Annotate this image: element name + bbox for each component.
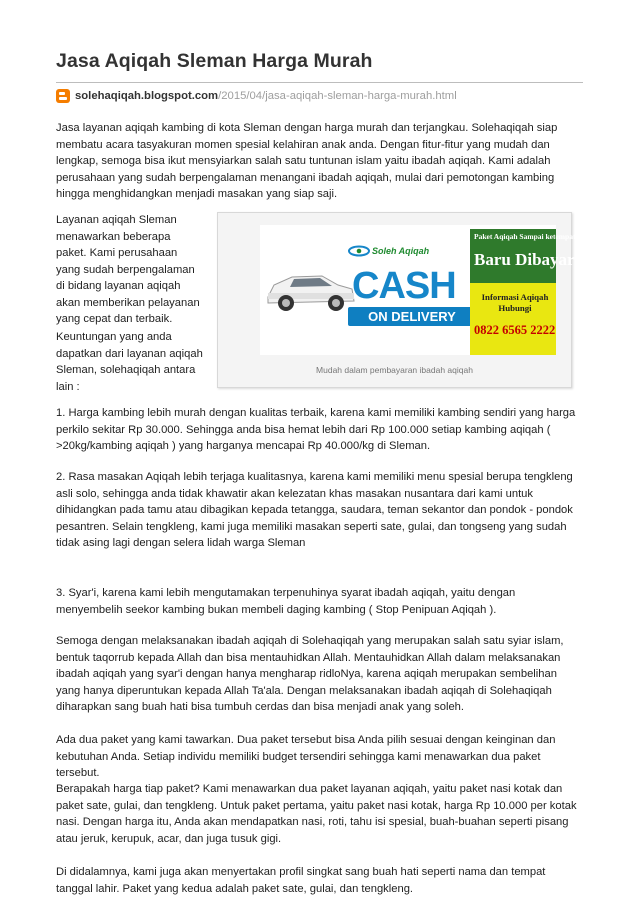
cash-on-delivery-banner [260, 225, 595, 355]
body-paragraph-7: Di didalamnya, kami juga akan menyertakan profil singkat sang buah hati seperti nama dan tempat tanggal lahir. Paket yang kedua adalah paket sate, gulai, dan tengkleng. [56, 866, 546, 895]
body-paragraph-5: Ada dua paket yang kami tawarkan. Dua paket tersebut bisa Anda pilih sesuai dengan keinginan dan kebutuhan Anda. Setiap individu memiliki budget tersendiri sehingga kami menawarkan dua paket tersebut. [56, 734, 556, 779]
swoosh-logo-icon [348, 245, 370, 257]
title-divider [56, 82, 583, 83]
body-paragraph-6: Berapakah harga tiap paket? Kami menawarkan dua paket layanan aqiqah, yaitu paket nasi kotak dan paket sate, gulai, dan tengkleng. Untuk paket pertama, yaitu paket nasi kotak, harga Rp 10.000 per kotak nasi. Dengan harga itu, Anda akan mendapatkan nasi, roti, tahu isi spesial, buah-buahan seperti pisang atau jeruk, kerupuk, acar, dan juga tusuk gigi. [56, 783, 577, 845]
cash-text: CASH [352, 265, 456, 307]
body-paragraph-3: 3. Syar'i, karena kami lebih mengutamakan terpenuhinya syarat ibadah aqiqah, yaitu dengan menyembelih seekor kambing bukan membeli daging kambing ( Stop Penipuan Aqiqah ). [56, 587, 516, 616]
info-panel [470, 229, 595, 355]
side-paragraph-1: Layanan aqiqah Sleman menawarkan beberapa paket. Kami perusahaan yang sudah berpengalaman di bidang layanan aqiqah akan memberikan pelayanan yang cepat dan terbaik. [56, 214, 200, 325]
body-paragraph-1: 1. Harga kambing lebih murah dengan kualitas terbaik, karena kami memiliki kambing sendiri yang harga perkilo sekitar Rp 30.000. Sehingga anda bisa hemat lebih dari Rp 100.000 setiap kambing aqiqah ( >20kg/kambing aqiqah ) yang harganya mencapai Rp 40.000/kg di Sleman. [56, 407, 576, 452]
intro-paragraph: Jasa layanan aqiqah kambing di kota Sleman dengan harga murah dan terjangkau. Solehaqiqah siap membatu acara tasyakuran momen spesial kelahiran anak anda. Dengan fitur-fitur yang mudah dan lengkap, semoga bisa ikut mensyiarkan salah satu tuntunan islam yaitu ibadah aqiqah. Kami adalah perusahaan yang sudah berpengalaman menangani ibadah aqiqah, mulai dari pemotongan kambing hingga menghidangkan menjadi masakan yang siap saji. [56, 122, 558, 200]
body-paragraph-4: Semoga dengan melaksanakan ibadah aqiqah di Solehaqiqah yang merupakan salah satu syiar islam, bentuk taqorrub kepada Allah dan bisa mentauhidkan Allah. Mentauhidkan Allah dalam melaksanakan ibadah aqiqah yang syar'i dengan hanya mengharap ridloNya, karena aqiqah merupakan sembelihan yang hanya diperuntukan kepada Allah Ta'ala. Dengan melaksanakan ibadah aqiqah di Solehaqiqah diharapkan sang buah hati bisa tumbuh cerdas dan bisa menjadi anak yang soleh. [56, 635, 564, 713]
car-image [264, 263, 356, 315]
panel-phone-number: 0822 6565 2222 [474, 323, 556, 337]
page-title: Jasa Aqiqah Sleman Harga Murah [56, 50, 373, 72]
panel-headline: Baru Dibayar [474, 250, 575, 269]
source-domain-link[interactable]: solehaqiqah.blogspot.com [75, 90, 219, 102]
figure-caption: Mudah dalam pembayaran ibadah aqiqah [316, 365, 473, 375]
source-path: /2015/04/jasa-aqiqah-sleman-harga-murah.html [218, 90, 457, 102]
source-line [56, 89, 457, 103]
on-delivery-banner: ON DELIVERY [348, 307, 476, 326]
figure-box [217, 212, 595, 388]
side-paragraph-2: Keuntungan yang anda dapatkan dari layanan aqiqah Sleman, solehaqiqah antara lain : [56, 331, 203, 393]
body-paragraph-2: 2. Rasa masakan Aqiqah lebih terjaga kualitasnya, karena kami memiliki menu spesial berupa tengkleng asli solo, sehingga anda tidak khawatir akan kelezatan khas masakan nusantara dari kami untuk dihidangkan pada tamu atau dibagikan kepada tetangga, saudara, teman sekantor dan pondok - pondok pesantren. Selain tengkleng, kami juga memiliki masakan seperti sate, gulai, dan tongseng yang sudah tidak asing lagi dengan selera lidah warga Sleman [56, 471, 573, 549]
panel-tagline: Paket Aqiqah Sampai ketempat Anda [474, 232, 595, 241]
blogger-icon [56, 89, 70, 103]
soleh-aqiqah-logo [348, 245, 429, 257]
panel-info-text: Informasi Aqiqah Hubungi [481, 292, 549, 313]
logo-text: Soleh Aqiqah [372, 246, 430, 256]
